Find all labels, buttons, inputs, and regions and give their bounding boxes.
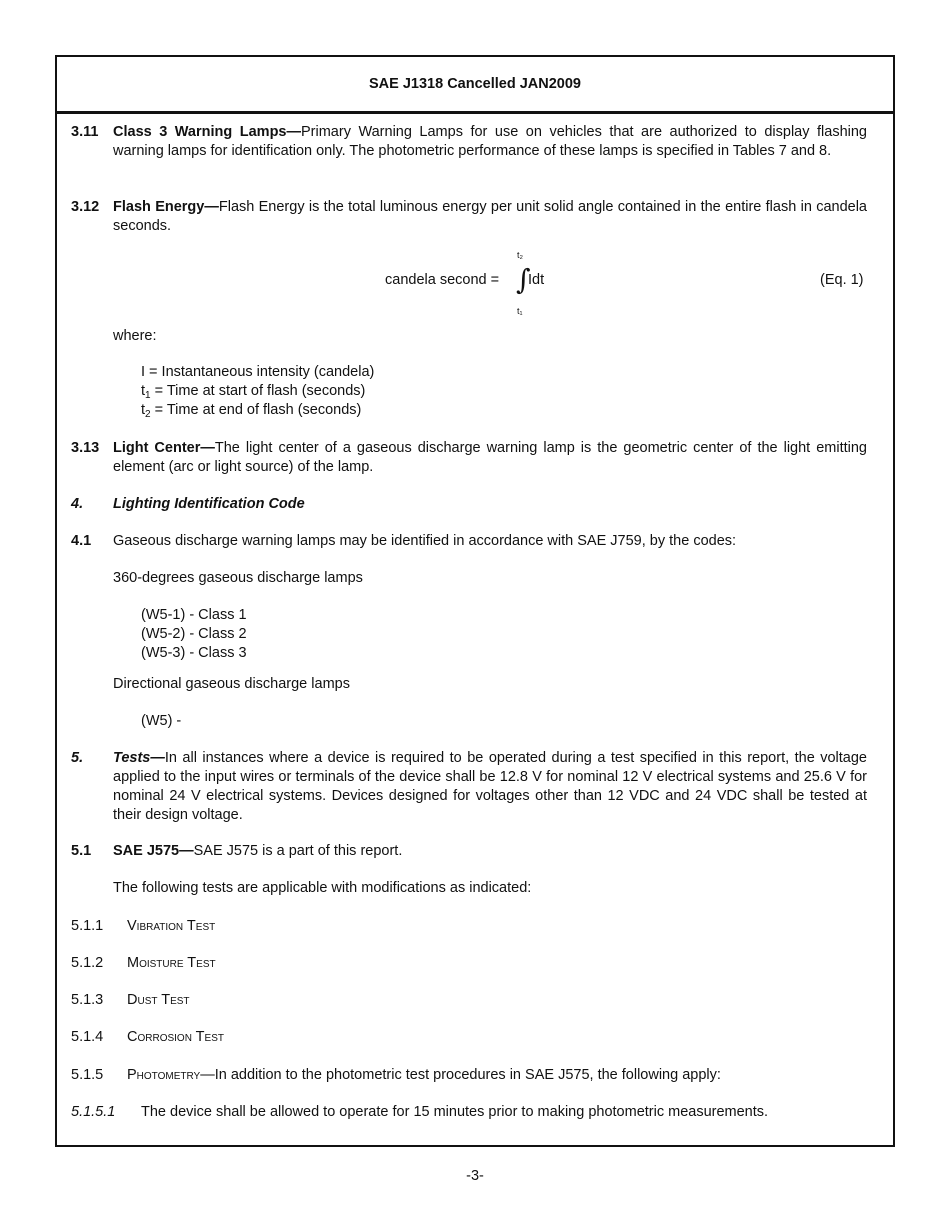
equation-upper-limit: t₂: [517, 250, 523, 260]
section-4-1-text: Gaseous discharge warning lamps may be identified in accordance with SAE J759, by the codes:: [113, 533, 737, 549]
document-header: [57, 57, 893, 114]
test-label: Corrosion Test: [127, 1029, 224, 1045]
code-group-360: 360-degrees gaseous discharge lamps: [113, 570, 363, 586]
test-number: 5.1.2: [71, 955, 104, 971]
equation-integrand: Idt: [528, 272, 545, 288]
code-item: (W5-3) - Class 3: [141, 645, 247, 661]
section-3-11-text: Primary Warning Lamps for use on vehicles that are authorized to display flashing warning lamps for identification only. The photometric performance of these lamps is specified in Tables 7 and 8.: [113, 124, 867, 159]
section-5-1-5-number: 5.1.5: [71, 1067, 104, 1083]
section-5-title: Tests—: [113, 750, 165, 766]
equation-label: (Eq. 1): [820, 272, 864, 288]
section-3-11: [113, 123, 867, 161]
section-3-13-title: Light Center—: [113, 440, 215, 456]
section-3-12-text: Flash Energy is the total luminous energy per unit solid angle contained in the entire flash in candela seconds.: [113, 199, 867, 234]
section-5-1-5-text: —In addition to the photometric test procedures in SAE J575, the following apply:: [200, 1067, 721, 1083]
section-5-1-5-1-text: The device shall be allowed to operate for 15 minutes prior to making photometric measurements.: [141, 1104, 769, 1120]
page-frame: [55, 55, 895, 1147]
section-5-1-text: SAE J575 is a part of this report.: [193, 843, 403, 859]
section-5-1: [113, 842, 867, 861]
section-3-13: [113, 439, 867, 477]
section-4-1-number: 4.1: [71, 533, 92, 549]
where-label: where:: [113, 328, 157, 344]
section-5-text: In all instances where a device is required to be operated during a test specified in this report, the voltage applied to the input wires or terminals of the device shall be 12.8 V for nominal 12 V electrical systems and 25.6 V for nominal 24 V electrical systems. Devices designed for voltages other than 12 VDC and 24 VDC shall be tested at their design voltage.: [113, 750, 867, 823]
section-5-1-title: SAE J575—: [113, 843, 194, 859]
test-number: 5.1.3: [71, 992, 104, 1008]
section-5-number: 5.: [71, 750, 84, 766]
section-4-title: Lighting Identification Code: [113, 496, 305, 512]
section-3-11-title: Class 3 Warning Lamps—: [113, 124, 301, 140]
equation-lower-limit: t₁: [517, 306, 523, 316]
test-label: Vibration Test: [127, 918, 216, 934]
code-item: (W5-2) - Class 2: [141, 626, 247, 642]
section-3-12: [113, 198, 867, 236]
test-label: Dust Test: [127, 992, 190, 1008]
section-3-12-number: 3.12: [71, 199, 100, 215]
definition-t1: $t_1$ = Time at start of flash (seconds): [141, 383, 366, 401]
page-number: -3-: [466, 1168, 484, 1184]
section-5-1-note: The following tests are applicable with modifications as indicated:: [113, 880, 532, 896]
section-5-1-number: 5.1: [71, 843, 92, 859]
section-4-number: 4.: [71, 496, 84, 512]
integral-sign: ∫: [516, 263, 531, 296]
section-3-11-number: 3.11: [71, 124, 99, 140]
section-3-12-title: Flash Energy—: [113, 199, 219, 215]
code-item-directional: (W5) -: [141, 713, 182, 729]
code-item: (W5-1) - Class 1: [141, 607, 247, 623]
section-5: [113, 749, 867, 825]
code-group-directional: Directional gaseous discharge lamps: [113, 676, 350, 692]
test-number: 5.1.1: [71, 918, 104, 934]
equation-lhs: candela second =: [385, 272, 500, 288]
section-5-1-5: [127, 1066, 721, 1085]
test-number: 5.1.4: [71, 1029, 104, 1045]
definition-i: I = Instantaneous intensity (candela): [141, 364, 375, 380]
section-3-13-text: The light center of a gaseous discharge warning lamp is the geometric center of the light emitting element (arc or light source) of the lamp.: [113, 440, 867, 475]
header-title: SAE J1318 Cancelled JAN2009: [369, 76, 581, 92]
definition-t2: $t_2$ = Time at end of flash (seconds): [141, 402, 362, 420]
section-5-1-5-1-number: 5.1.5.1: [71, 1104, 116, 1120]
test-label: Moisture Test: [127, 955, 216, 971]
section-3-13-number: 3.13: [71, 440, 100, 456]
section-5-1-5-label: Photometry: [127, 1067, 201, 1083]
